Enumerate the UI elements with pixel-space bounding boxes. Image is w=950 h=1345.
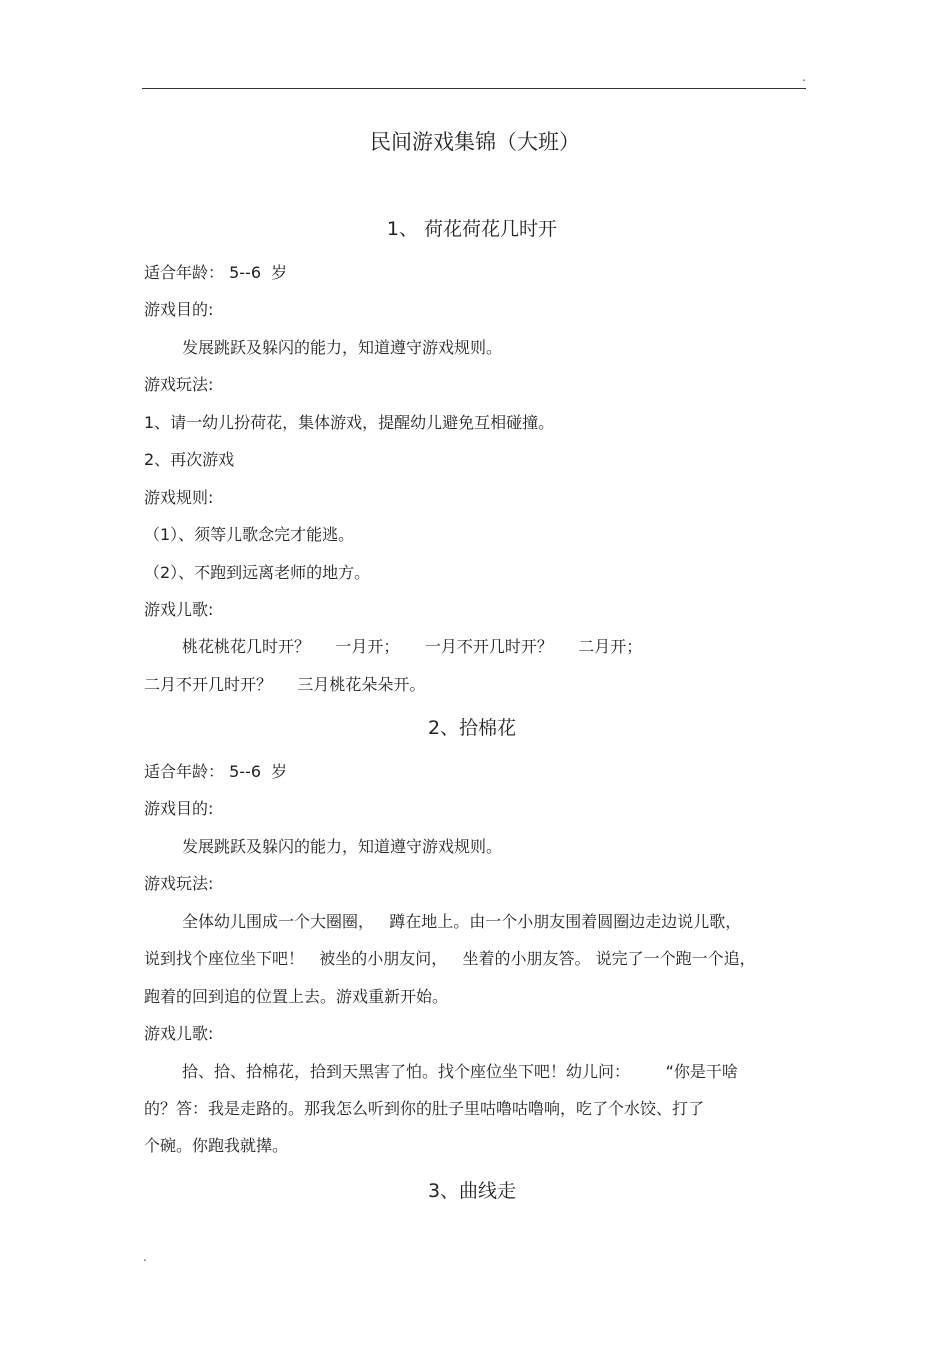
document-title: 民间游戏集锦（大班）	[370, 130, 580, 154]
header-rule	[142, 88, 806, 89]
section-1-title: 1、 荷花荷花几时开	[386, 218, 558, 240]
s1-rule-1: （1）、须等儿歌念完才能逃。	[144, 525, 355, 544]
s1-rule-2: （2）、不跑到远离老师的地方。	[144, 563, 371, 582]
s2-play-1: 全体幼儿围成一个大圈圈， 蹲在地上。由一个小朋友围着圆圈边走边说儿歌，	[182, 912, 742, 931]
s1-play-1: 1、请一幼儿扮荷花，集体游戏，提醒幼儿避免互相碰撞。	[144, 413, 555, 432]
s1-play-label: 游戏玩法:	[144, 375, 214, 394]
s2-song-label: 游戏儿歌:	[144, 1024, 214, 1043]
s2-song-3: 个碗。你跑我就撵。	[144, 1136, 289, 1155]
s1-play-2: 2、再次游戏	[144, 450, 235, 469]
s2-age: 适合年龄： 5--6 岁	[144, 762, 288, 781]
s1-goal: 发展跳跃及躲闪的能力，知道遵守游戏规则。	[182, 338, 503, 357]
s1-rules-label: 游戏规则:	[144, 488, 214, 507]
section-3-title: 3、曲线走	[427, 1180, 517, 1202]
s2-play-3: 跑着的回到追的位置上去。游戏重新开始。	[144, 987, 449, 1006]
s2-song-2: 的？答：我是走路的。那我怎么听到你的肚子里咕噜咕噜响，吃了个水饺、打了	[144, 1099, 705, 1118]
s1-goal-label: 游戏目的:	[144, 300, 214, 319]
s1-age: 适合年龄： 5--6 岁	[144, 263, 288, 282]
s2-play-2: 说到找个座位坐下吧！ 被坐的小朋友问， 坐着的小朋友答。 说完了一个跑一个追，	[144, 949, 756, 968]
s1-song-2: 二月不开几时开？ 三月桃花朵朵开。	[144, 675, 426, 694]
corner-mark: .	[143, 1250, 147, 1264]
s2-play-label: 游戏玩法:	[144, 874, 214, 893]
s1-song-1: 桃花桃花几时开？ 一月开； 一月不开几时开？ 二月开；	[182, 637, 643, 656]
s2-song-1: 拾、拾、拾棉花，拾到天黑害了怕。找个座位坐下吧！幼儿问： “你是干啥	[182, 1062, 738, 1081]
s2-goal-label: 游戏目的:	[144, 799, 214, 818]
section-2-title: 2、拾棉花	[427, 717, 517, 739]
corner-mark: .	[802, 70, 806, 84]
s1-song-label: 游戏儿歌:	[144, 600, 214, 619]
s2-goal: 发展跳跃及躲闪的能力，知道遵守游戏规则。	[182, 837, 503, 856]
